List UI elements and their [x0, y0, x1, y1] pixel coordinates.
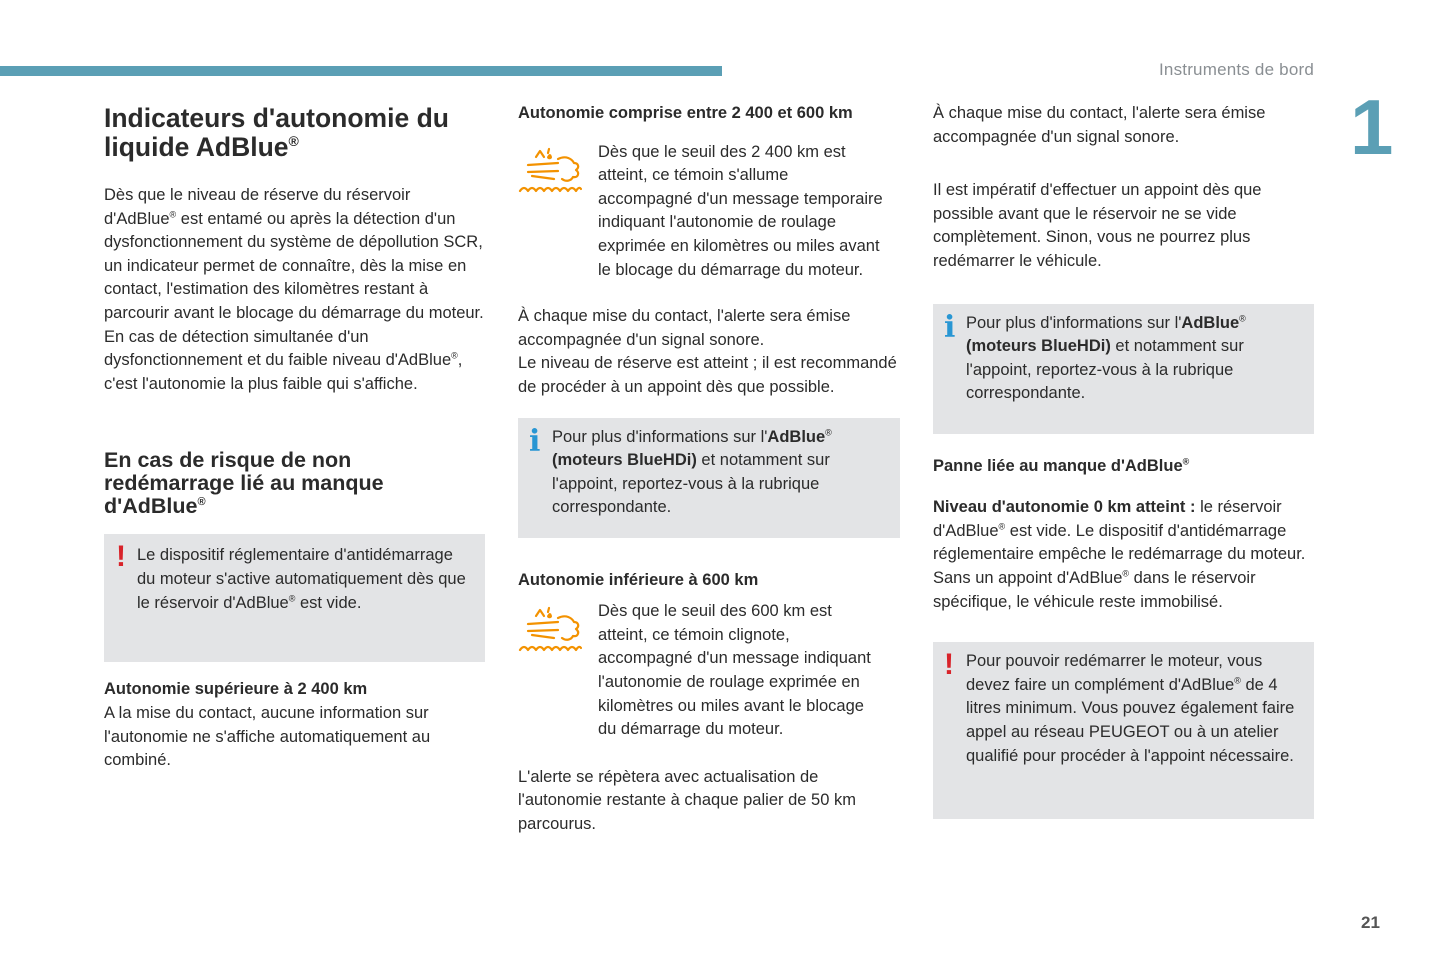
warning-icon: !: [116, 540, 126, 574]
column-1: [104, 100, 485, 773]
range-paragraph-1: À chaque mise du contact, l'alerte sera émise accompagnée d'un signal sonore.: [518, 307, 851, 349]
info-box: [933, 304, 1314, 434]
column-3: [933, 100, 1314, 819]
page-title: Indicateurs d'autonomie du liquide AdBlue®: [104, 103, 449, 162]
warning-box: [104, 534, 485, 662]
low-indicator-row: [518, 600, 900, 742]
info-icon: i: [944, 309, 956, 345]
adblue-indicator-icon: [518, 141, 582, 201]
column-2: [518, 100, 900, 836]
range-heading: Autonomie comprise entre 2 400 et 600 km: [518, 104, 853, 122]
repeat-alert-text: L'alerte se répètera avec actualisation de l'autonomie restante à chaque palier de 50 km parcourus.: [518, 767, 856, 833]
info-text: Pour plus d'informations sur l'AdBlue® (moteurs BlueHDi) et notamment sur l'appoint, reportez-vous à la rubrique correspondante.: [966, 313, 1246, 403]
intro-paragraph: Dès que le niveau de réserve du réservoir d'AdBlue® est entamé ou après la détection d'un dysfonctionnement du système de dépollution SCR, un indicateur permet de connaître, dès la mise en contact, l'estimation des kilomètres restant à parcourir avant le blocage du démarrage du moteur.: [104, 186, 484, 322]
immobilised-text: Sans un appoint d'AdBlue® dans le réservoir spécifique, le véhicule reste immobilisé.: [933, 568, 1256, 611]
range-paragraph-2: Le niveau de réserve est atteint ; il est recommandé de procéder à un appoint dès que possible.: [518, 354, 897, 396]
range-indicator-text: Dès que le seuil des 2 400 km est atteint, ce témoin s'allume accompagné d'un message temporaire indiquant l'autonomie de roulage exprimée en kilomètres ou miles avant le blocage du démarrage du moteur.: [598, 142, 883, 279]
fault-heading: Panne liée au manque d'AdBlue®: [933, 456, 1190, 475]
warning-text: Pour pouvoir redémarrer le moteur, vous devez faire un complément d'AdBlue® de 4 litres minimum. Vous pouvez également faire appel au réseau PEUGEOT ou à un atelier qualifié pour procéder à l'appoint nécessaire.: [966, 652, 1295, 765]
risk-heading: En cas de risque de non redémarrage lié au manque d'AdBlue®: [104, 448, 384, 519]
warning-text: Le dispositif réglementaire d'antidémarrage du moteur s'active automatiquement dès que le réservoir d'AdBlue® est vide.: [137, 546, 466, 612]
info-icon: i: [529, 423, 541, 459]
header-accent-bar: [0, 66, 722, 76]
refill-required-text: Il est impératif d'effectuer un appoint dès que possible avant que le réservoir ne se vide complètement. Sinon, vous ne pourrez plus redémarrer le véhicule.: [933, 181, 1262, 270]
registered-mark: ®: [288, 133, 299, 150]
above-2400-text: A la mise du contact, aucune information sur l'autonomie ne s'affiche automatiquement au combiné.: [104, 703, 431, 770]
range-indicator-row: [518, 141, 900, 283]
adblue-indicator-icon: [518, 600, 582, 660]
warning-box: [933, 642, 1314, 819]
info-box: [518, 418, 900, 538]
info-text: Pour plus d'informations sur l'AdBlue® (moteurs BlueHDi) et notamment sur l'appoint, reportez-vous à la rubrique correspondante.: [552, 427, 832, 517]
below-600-heading: Autonomie inférieure à 600 km: [518, 570, 759, 589]
low-indicator-text: Dès que le seuil des 600 km est atteint, ce témoin clignote, accompagné d'un message indiquant l'autonomie de roulage exprimée en kilomètres ou miles avant le blocage du démarrage du moteur.: [598, 602, 871, 739]
section-title: Instruments de bord: [1159, 60, 1314, 79]
contact-alert-text: À chaque mise du contact, l'alerte sera émise accompagnée d'un signal sonore.: [933, 104, 1266, 146]
intro-paragraph-2: En cas de détection simultanée d'un dysfonctionnement et du faible niveau d'AdBlue®, c'est l'autonomie la plus faible qui s'affiche.: [104, 327, 463, 393]
zero-range-text: Niveau d'autonomie 0 km atteint : le réservoir d'AdBlue® est vide. Le dispositif d'antidémarrage réglementaire empêche le redémarrage du moteur.: [933, 498, 1306, 564]
chapter-number: 1: [1350, 83, 1394, 171]
page-number: 21: [1361, 913, 1380, 932]
above-2400-heading: Autonomie supérieure à 2 400 km: [104, 680, 368, 699]
warning-icon: !: [944, 648, 954, 682]
